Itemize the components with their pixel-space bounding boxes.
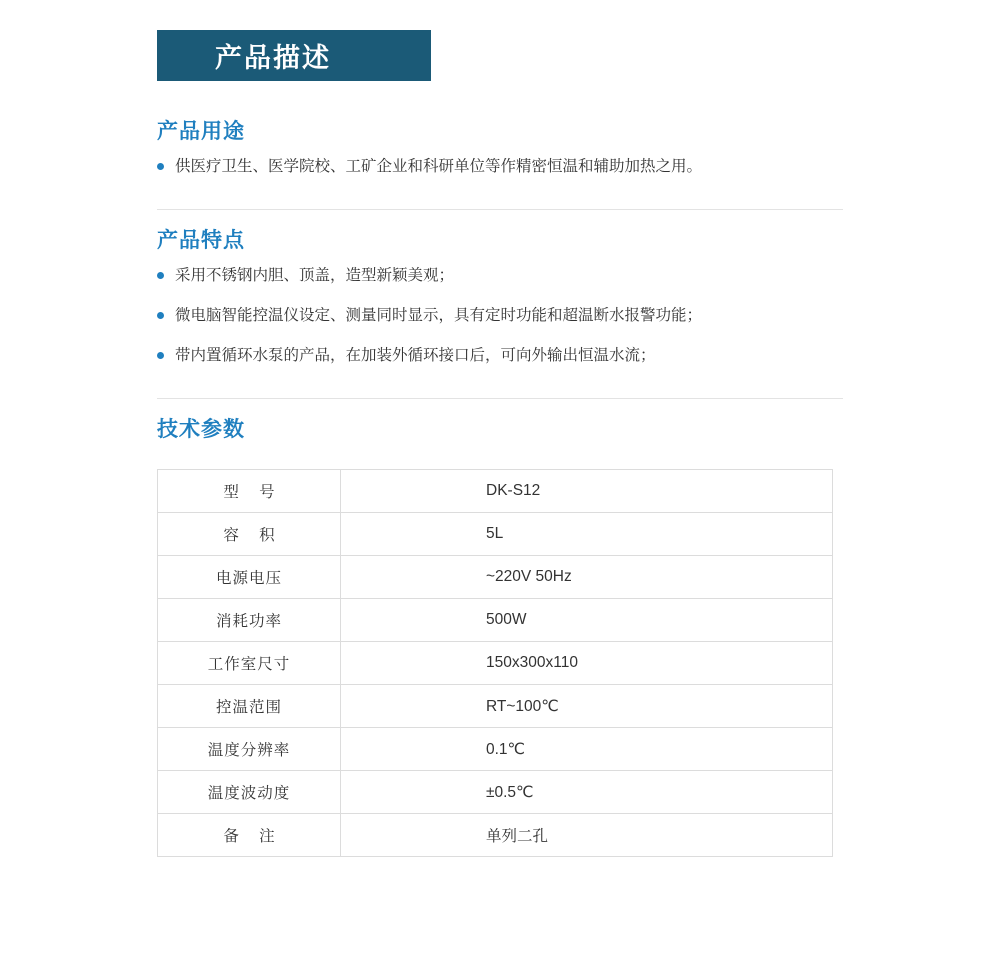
list-item — [157, 155, 843, 179]
page-header-banner — [157, 30, 431, 81]
spec-label-text: 工作室尺寸 — [207, 656, 291, 674]
list-item-text: 供医疗卫生、医学院校、工矿企业和科研单位等作精密恒温和辅助加热之用。 — [175, 158, 703, 175]
section-product-features — [157, 210, 843, 399]
list-item — [157, 304, 843, 328]
page-title: 产品描述 — [215, 43, 331, 73]
spec-label — [158, 556, 341, 599]
spec-value: ±0.5℃ — [341, 771, 833, 814]
spec-label — [158, 728, 341, 771]
spec-value: 单列二孔 — [341, 814, 833, 857]
spec-label-text: 容 积 — [223, 527, 283, 545]
section-title-features: 产品特点 — [157, 229, 245, 253]
usage-bullet-list — [157, 155, 843, 193]
spec-label — [158, 513, 341, 556]
table-row — [158, 771, 833, 814]
spec-value: RT~100℃ — [341, 685, 833, 728]
spec-value: 500W — [341, 599, 833, 642]
table-row — [158, 599, 833, 642]
spec-label-text: 消耗功率 — [215, 613, 282, 631]
section-product-usage — [157, 105, 843, 210]
table-row — [158, 556, 833, 599]
spec-label — [158, 771, 341, 814]
bullet-dot-icon — [157, 272, 164, 279]
list-item-text: 带内置循环水泵的产品，在加装外循环接口后，可向外输出恒温水流； — [175, 347, 656, 365]
content-column — [157, 105, 843, 857]
spec-value: 5L — [341, 513, 833, 556]
table-row — [158, 814, 833, 857]
spec-table-wrapper — [157, 453, 843, 857]
spec-label — [158, 470, 341, 513]
spec-label-text: 型 号 — [223, 484, 283, 502]
spec-value: 0.1℃ — [341, 728, 833, 771]
table-row — [158, 470, 833, 513]
features-bullet-list — [157, 264, 843, 382]
table-row — [158, 642, 833, 685]
spec-label — [158, 814, 341, 857]
spec-label — [158, 599, 341, 642]
bullet-dot-icon — [157, 163, 164, 170]
spec-label — [158, 685, 341, 728]
spec-label-text: 温度分辨率 — [207, 742, 291, 760]
spec-label-text: 温度波动度 — [207, 785, 291, 803]
spec-label-text: 电源电压 — [215, 570, 282, 588]
list-item-text: 采用不锈钢内胆、顶盖，造型新颖美观； — [175, 267, 455, 285]
table-row — [158, 728, 833, 771]
spec-label-text: 备 注 — [223, 828, 283, 846]
spec-value: ~220V 50Hz — [341, 556, 833, 599]
bullet-dot-icon — [157, 352, 164, 359]
list-item — [157, 264, 843, 288]
section-title-specs: 技术参数 — [157, 418, 245, 442]
table-row — [158, 513, 833, 556]
list-item-text: 微电脑智能控温仪设定、测量同时显示，具有定时功能和超温断水报警功能； — [175, 307, 703, 325]
spec-value: 150x300x110 — [341, 642, 833, 685]
spec-label-text: 控温范围 — [215, 699, 282, 717]
section-tech-specs — [157, 399, 843, 857]
table-row — [158, 685, 833, 728]
list-item — [157, 344, 843, 368]
section-title-usage: 产品用途 — [157, 120, 245, 143]
spec-label — [158, 642, 341, 685]
spec-value: DK-S12 — [341, 470, 833, 513]
bullet-dot-icon — [157, 312, 164, 319]
spec-table — [157, 469, 833, 857]
